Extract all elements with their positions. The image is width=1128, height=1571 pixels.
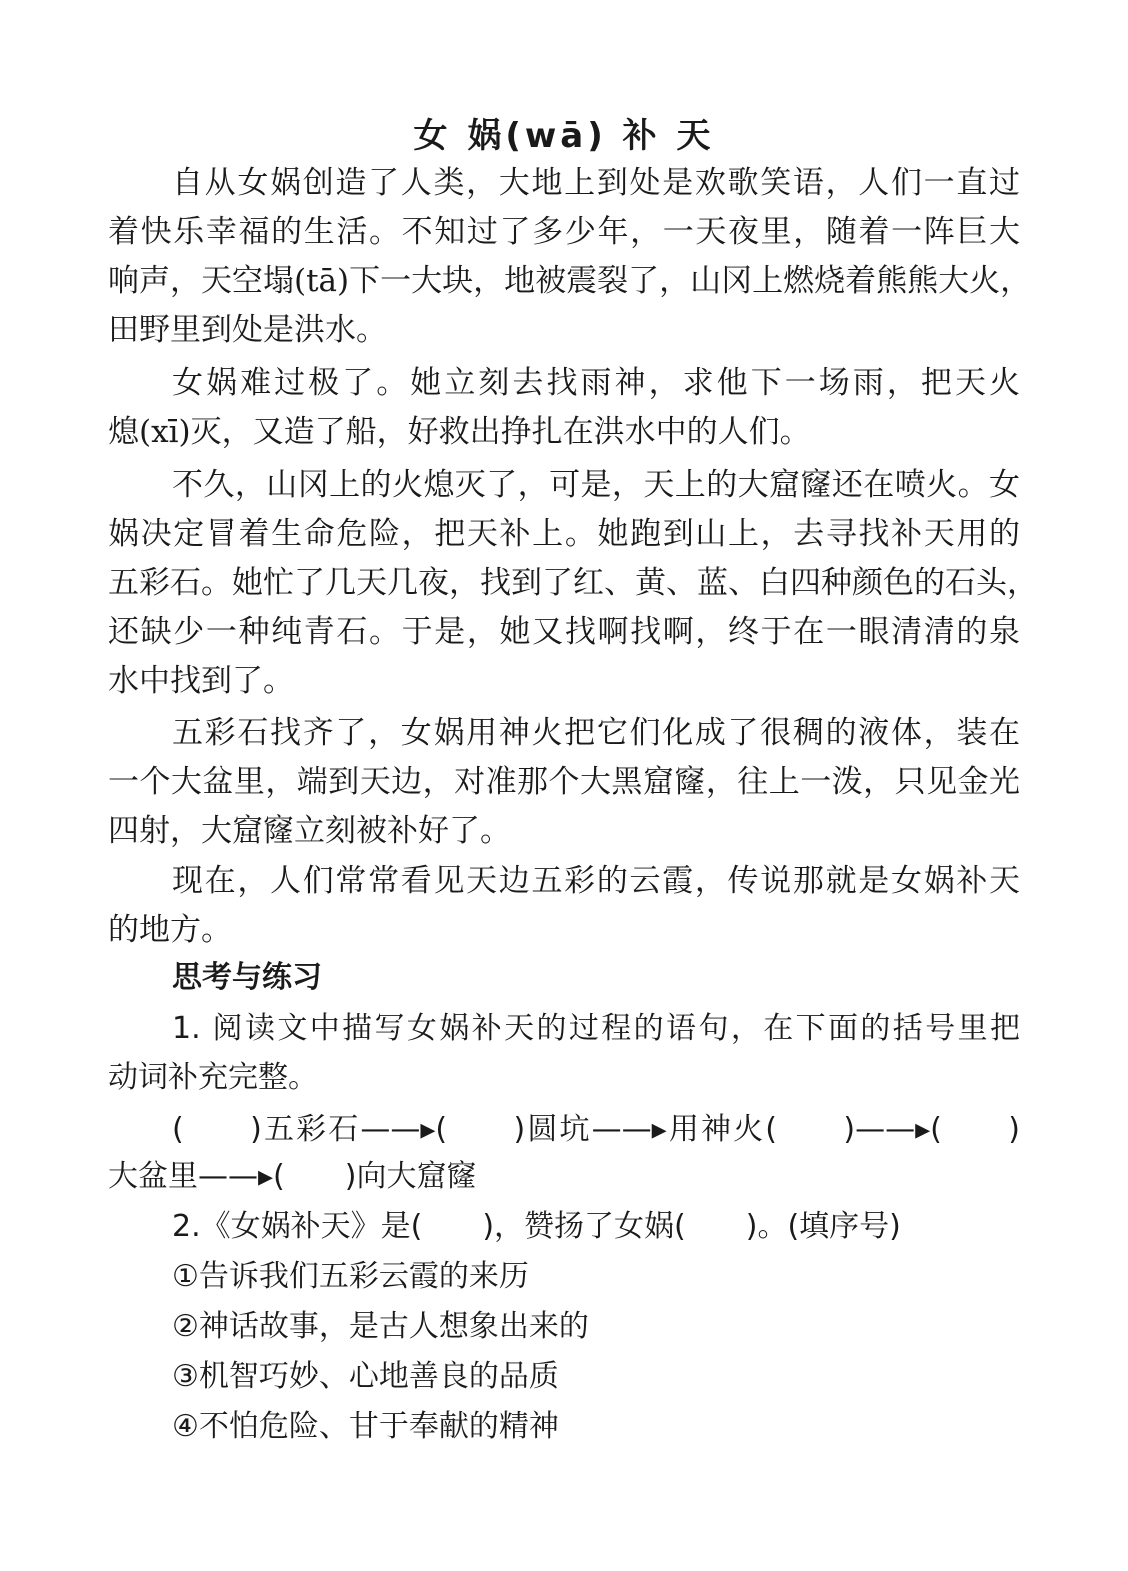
- story-line: 田野里到处是洪水。: [108, 312, 387, 348]
- story-line: 的地方。: [108, 912, 232, 948]
- story-line: 着快乐幸福的生活。不知过了多少年，一天夜里，随着一阵巨大: [108, 214, 1020, 250]
- page-title: 女 娲(wā) 补 天: [413, 116, 715, 156]
- question-2-text: 2.《女娲补天》是( )，赞扬了女娲( )。(填序号): [172, 1209, 901, 1244]
- story-line: 还缺少一种纯青石。于是，她又找啊找啊，终于在一眼清清的泉: [108, 614, 1020, 650]
- story-line: 五彩石找齐了，女娲用神火把它们化成了很稠的液体，装在: [172, 715, 1020, 751]
- story-line: 四射，大窟窿立刻被补好了。: [108, 813, 511, 849]
- story-line: 水中找到了。: [108, 663, 294, 699]
- story-line: 一个大盆里，端到天边，对准那个大黑窟窿，往上一泼，只见金光: [108, 764, 1020, 800]
- option-item: ②神话故事，是古人想象出来的: [172, 1309, 589, 1344]
- fill-in-blank-row: 大盆里——▸( )向大窟窿: [108, 1159, 477, 1194]
- story-line: 自从女娲创造了人类，大地上到处是欢歌笑语，人们一直过: [172, 165, 1020, 201]
- story-line: 不久，山冈上的火熄灭了，可是，天上的大窟窿还在喷火。女: [172, 467, 1020, 503]
- option-item: ①告诉我们五彩云霞的来历: [172, 1259, 529, 1294]
- story-line: 响声，天空塌(tā)下一大块，地被震裂了，山冈上燃烧着熊熊大火，: [108, 263, 1032, 299]
- fill-in-blank-row: ( )五彩石——▸( )圆坑——▸用神火( )——▸( ): [172, 1112, 1020, 1147]
- question-1-text: 1. 阅读文中描写女娲补天的过程的语句，在下面的括号里把: [172, 1011, 1020, 1046]
- story-line: 熄(xī)灭，又造了船，好救出挣扎在洪水中的人们。: [108, 414, 811, 450]
- story-line: 女娲难过极了。她立刻去找雨神，求他下一场雨，把天火: [172, 365, 1020, 401]
- question-1-text: 动词补充完整。: [108, 1060, 318, 1095]
- option-item: ④不怕危险、甘于奉献的精神: [172, 1409, 559, 1444]
- exercise-heading: 思考与练习: [172, 960, 322, 995]
- story-line: 现在，人们常常看见天边五彩的云霞，传说那就是女娲补天: [172, 863, 1020, 899]
- story-line: 娲决定冒着生命危险，把天补上。她跑到山上，去寻找补天用的: [108, 516, 1020, 552]
- option-item: ③机智巧妙、心地善良的品质: [172, 1359, 559, 1394]
- story-line: 五彩石。她忙了几天几夜，找到了红、黄、蓝、白四种颜色的石头，: [108, 565, 1038, 601]
